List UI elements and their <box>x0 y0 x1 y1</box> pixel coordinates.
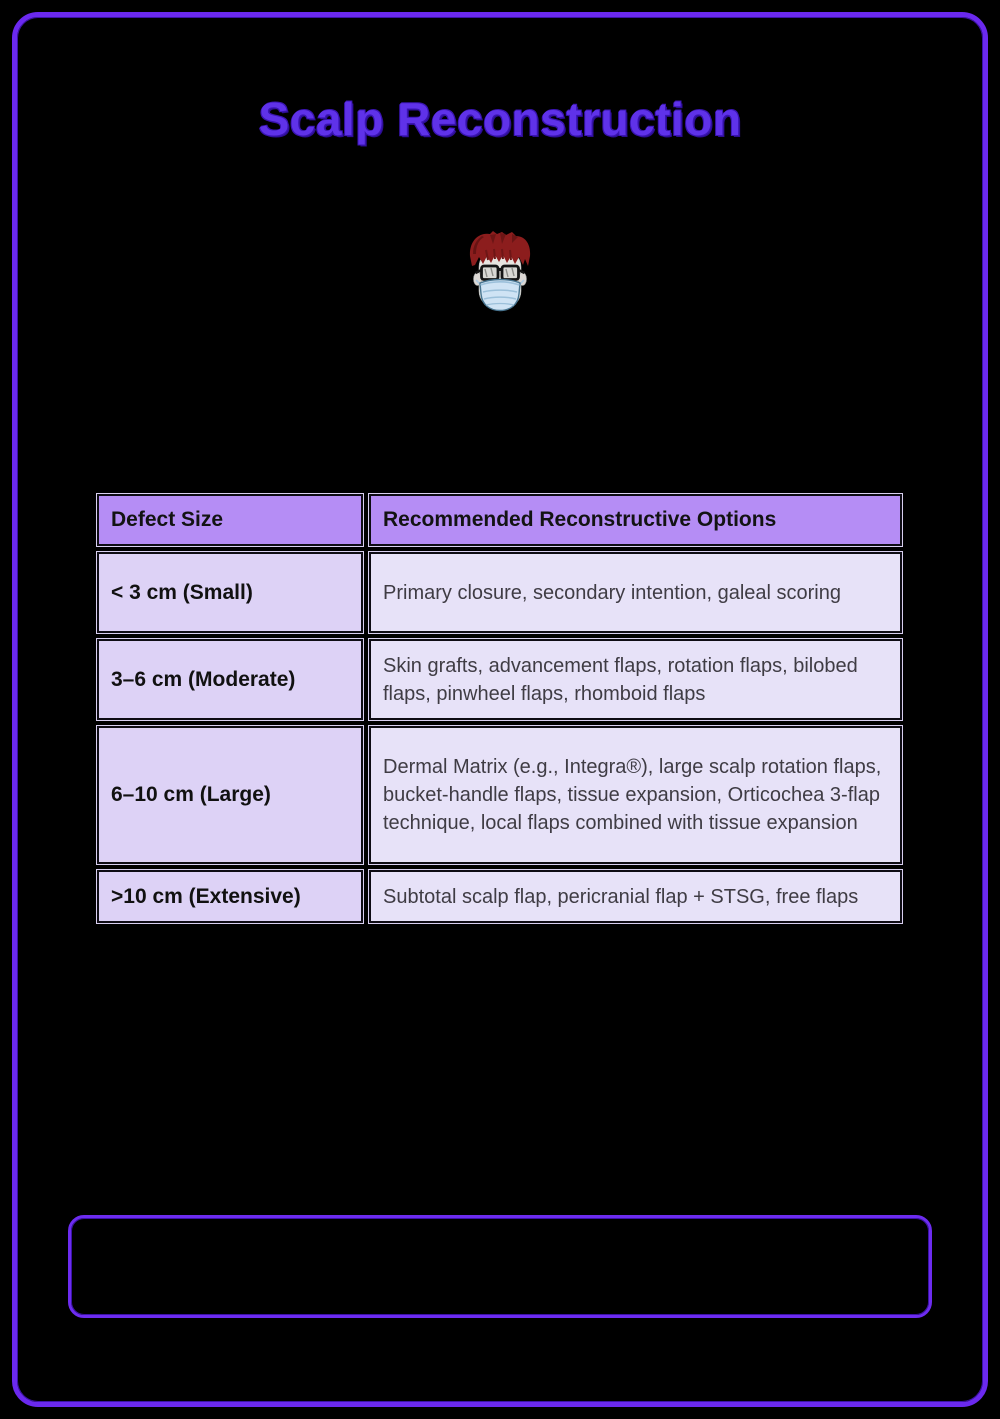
table-row-large-options: Dermal Matrix (e.g., Integra®), large scalp rotation flaps, bucket-handle flaps, tissue expansion, Orticochea 3-flap technique, local flaps combined with tissue expansion <box>369 726 902 864</box>
table-header-options: Recommended Reconstructive Options <box>369 494 902 546</box>
table-row-small-options: Primary closure, secondary intention, galeal scoring <box>369 552 902 633</box>
page-title: Scalp Reconstruction <box>258 93 742 145</box>
table-row-extensive-size: >10 cm (Extensive) <box>97 870 363 923</box>
defect-table <box>97 494 902 923</box>
surgeon-face-graphic <box>462 230 538 314</box>
surgeon-face-icon <box>0 230 1000 314</box>
table-row-moderate-size: 3–6 cm (Moderate) <box>97 639 363 720</box>
table-row-large-size: 6–10 cm (Large) <box>97 726 363 864</box>
table-row-small-size: < 3 cm (Small) <box>97 552 363 633</box>
table-row-moderate-options: Skin grafts, advancement flaps, rotation flaps, bilobed flaps, pinwheel flaps, rhomboid flaps <box>369 639 902 720</box>
footer-box <box>68 1215 932 1318</box>
table-row-extensive-options: Subtotal scalp flap, pericranial flap + STSG, free flaps <box>369 870 902 923</box>
table-header-defect-size: Defect Size <box>97 494 363 546</box>
